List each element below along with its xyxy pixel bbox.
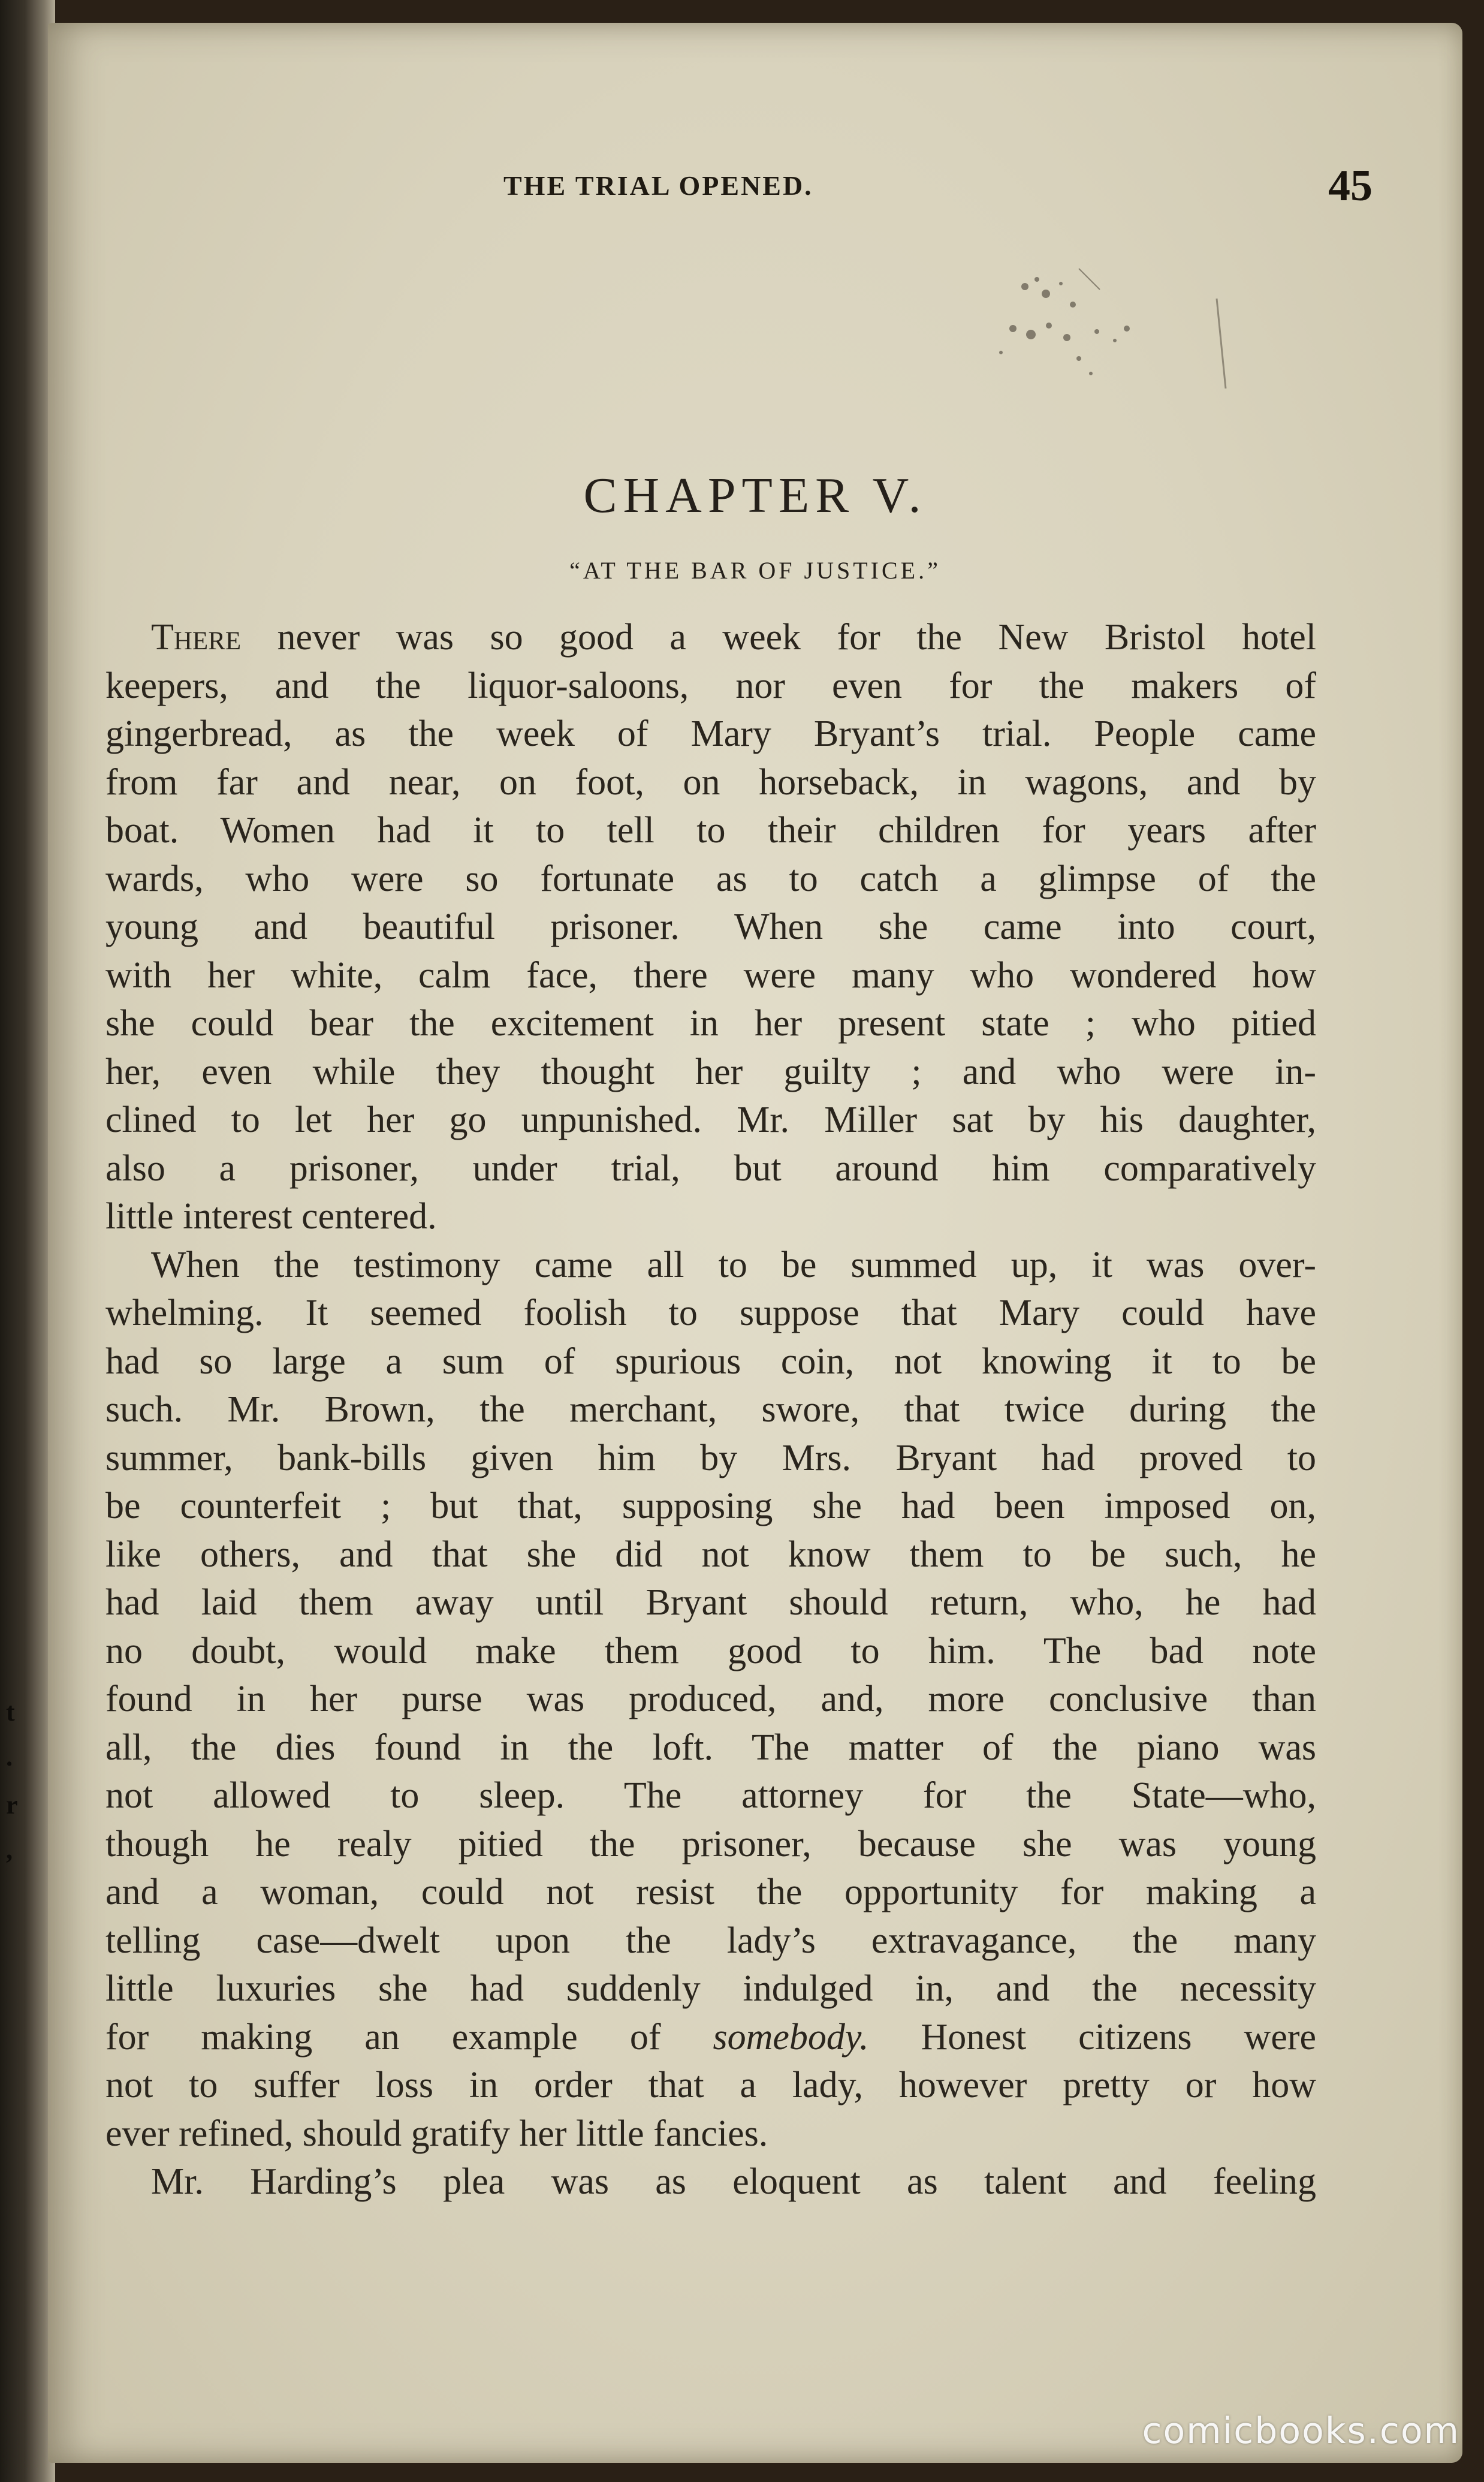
text-line	[105, 2061, 1316, 2110]
line-text: Mr. Harding’s plea was as eloquent as talent and feeling	[151, 2161, 1316, 2202]
line-text: When the testimony came all to be summed up, it was over-	[151, 1244, 1316, 1285]
line-text: gingerbread, as the week of Mary Bryant’s trial. People came	[105, 713, 1316, 754]
text-line	[105, 613, 1316, 662]
left-margin-marks	[0, 0, 36, 2482]
text-line	[105, 1627, 1316, 1676]
text-line	[105, 951, 1316, 1000]
line-text: no doubt, would make them good to him. The bad note	[105, 1630, 1316, 1671]
text-line	[105, 1531, 1316, 1579]
text-line	[105, 1868, 1316, 1917]
text-line	[105, 1965, 1316, 2013]
text-line	[105, 1820, 1316, 1869]
text-line	[105, 1192, 1316, 1241]
line-text: such. Mr. Brown, the merchant, swore, that twice during the	[105, 1389, 1316, 1430]
text-line	[105, 1338, 1316, 1386]
line-text: keepers, and the liquor-saloons, nor even for the makers of	[105, 665, 1316, 706]
line-text: had so large a sum of spurious coin, not knowing it to be	[105, 1341, 1316, 1382]
text-line	[105, 1917, 1316, 1965]
page-number: 45	[1328, 161, 1373, 210]
bleed-through-smudge	[989, 263, 1247, 400]
line-text: all, the dies found in the loft. The matter of the piano was	[105, 1727, 1316, 1768]
text-line	[105, 999, 1316, 1048]
margin-mark: .	[6, 1742, 13, 1772]
line-text: be counterfeit ; but that, supposing she had been imposed on,	[105, 1486, 1316, 1526]
text-line	[105, 1724, 1316, 1772]
watermark: comicbooks.com	[1142, 2410, 1460, 2452]
line-text: her, even while they thought her guilty ; and who were in-	[105, 1051, 1316, 1092]
book-page	[48, 23, 1462, 2463]
text-line	[105, 903, 1316, 951]
line-text: also a prisoner, under trial, but around him comparatively	[105, 1147, 1316, 1189]
text-line	[105, 662, 1316, 710]
line-text: not to suffer loss in order that a lady, however pretty or how	[105, 2065, 1316, 2106]
text-line	[105, 2110, 1316, 2158]
text-line	[105, 758, 1316, 807]
line-text: clined to let her go unpunished. Mr. Miller sat by his daughter,	[105, 1100, 1316, 1140]
text-line	[105, 2158, 1316, 2206]
running-head: THE TRIAL OPENED.	[503, 170, 813, 201]
text-line	[105, 1772, 1316, 1820]
line-text: like others, and that she did not know them to be such, he	[105, 1534, 1316, 1575]
text-line	[105, 806, 1316, 855]
line-text: summer, bank-bills given him by Mrs. Bryant had proved to	[105, 1437, 1316, 1478]
text-line	[105, 1048, 1316, 1097]
text-line	[105, 1579, 1316, 1627]
text-line	[105, 1096, 1316, 1144]
line-text: never was so good a week for the New Bristol hotel	[277, 617, 1316, 658]
body-text	[105, 613, 1316, 2206]
line-text: not allowed to sleep. The attorney for the State—who,	[105, 1775, 1316, 1816]
drop-lead-word: There	[151, 617, 242, 658]
line-text: young and beautiful prisoner. When she came into court,	[105, 906, 1316, 947]
line-text: wards, who were so fortunate as to catch a glimpse of the	[105, 858, 1316, 899]
chapter-title: CHAPTER V.	[583, 468, 927, 523]
text-line	[105, 1434, 1316, 1483]
page-header	[48, 149, 1462, 215]
text-line	[105, 1482, 1316, 1531]
text-line	[105, 1675, 1316, 1724]
italic-word: somebody.	[713, 2016, 869, 2058]
line-text: ever refined, should gratify her little fancies.	[105, 2113, 768, 2154]
margin-mark: ,	[6, 1835, 13, 1864]
text-line	[105, 710, 1316, 758]
line-text: had laid them away until Bryant should return, who, he had	[105, 1582, 1316, 1623]
line-text: boat. Women had it to tell to their children for years after	[105, 810, 1316, 851]
line-text: though he realy pitied the prisoner, because she was young	[105, 1823, 1316, 1864]
text-line	[105, 1385, 1316, 1434]
text-line	[105, 855, 1316, 903]
text-line	[105, 1289, 1316, 1338]
line-text: she could bear the excitement in her present state ; who pitied	[105, 1003, 1316, 1044]
line-text: little interest centered.	[105, 1196, 437, 1237]
chapter-subtitle: “AT THE BAR OF JUSTICE.”	[569, 557, 941, 584]
line-text: whelming. It seemed foolish to suppose that Mary could have	[105, 1293, 1316, 1333]
line-text: little luxuries she had suddenly indulged in, and the necessity	[105, 1968, 1316, 2009]
line-text: from far and near, on foot, on horseback, in wagons, and by	[105, 761, 1316, 803]
margin-mark: r	[6, 1790, 18, 1820]
line-text: for making an example of	[105, 2016, 661, 2058]
text-line	[105, 1241, 1316, 1290]
line-text: telling case—dwelt upon the lady’s extravagance, the many	[105, 1920, 1316, 1961]
text-line	[105, 1144, 1316, 1193]
line-text: and a woman, could not resist the opportunity for making a	[105, 1872, 1316, 1912]
margin-mark: t	[6, 1697, 15, 1727]
line-text-after: Honest citizens were	[868, 2016, 1317, 2058]
line-text: found in her purse was produced, and, more conclusive than	[105, 1679, 1316, 1719]
text-line	[105, 2013, 1316, 2062]
line-text: with her white, calm face, there were many who wondered how	[105, 954, 1316, 996]
